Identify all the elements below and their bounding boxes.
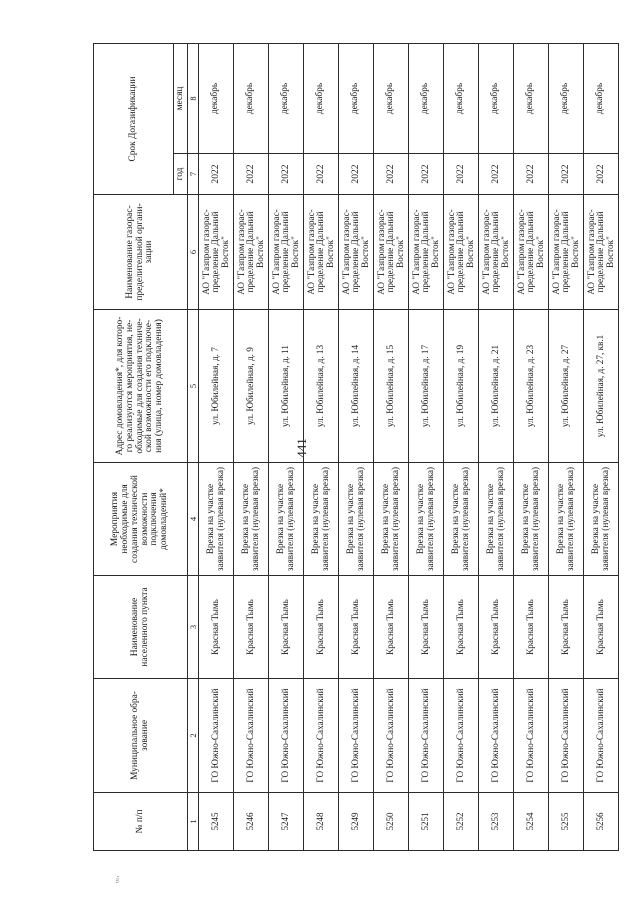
settlement-cell: Красная Тымь <box>479 576 514 679</box>
address-cell: ул. Юбилейная, д. 21 <box>479 310 514 463</box>
address-cell: ул. Юбилейная, д. 27 <box>549 310 584 463</box>
rotated-table-wrapper <box>93 44 615 851</box>
year-cell: 2022 <box>549 154 584 195</box>
month-cell: декабрь <box>549 44 584 154</box>
row-number: 5246 <box>234 793 269 851</box>
year-cell: 2022 <box>514 154 549 195</box>
row-number: 5256 <box>584 793 619 851</box>
column-number: 5 <box>188 310 199 463</box>
header-num: № п/п <box>94 793 188 851</box>
month-cell: декабрь <box>514 44 549 154</box>
activity-cell: Врезка на участке заявителя (нулевая врезка) <box>444 463 479 576</box>
organization-cell: АО "Газпром газорас-пределение Дальний Восток" <box>409 195 444 310</box>
month-cell: декабрь <box>269 44 304 154</box>
month-cell: декабрь <box>479 44 514 154</box>
header-activity: Мероприятия необходимые для создания технической возможности подключения домовладений* <box>94 463 188 576</box>
municipality-cell: ГО Южно-Сахалинский <box>234 679 269 793</box>
table-row <box>514 44 549 851</box>
header-month: месяц <box>174 44 188 154</box>
organization-cell: АО "Газпром газорас-пределение Дальний Восток" <box>374 195 409 310</box>
activity-cell: Врезка на участке заявителя (нулевая врезка) <box>479 463 514 576</box>
page-number: 441 <box>294 438 309 458</box>
row-number: 5249 <box>339 793 374 851</box>
activity-cell: Врезка на участке заявителя (нулевая врезка) <box>374 463 409 576</box>
table-row <box>444 44 479 851</box>
table-row <box>584 44 619 851</box>
header-deadline: Срок Догазификации <box>94 44 174 195</box>
settlement-cell: Красная Тымь <box>269 576 304 679</box>
month-cell: декабрь <box>409 44 444 154</box>
year-cell: 2022 <box>234 154 269 195</box>
header-row <box>94 44 174 851</box>
municipality-cell: ГО Южно-Сахалинский <box>269 679 304 793</box>
municipality-cell: ГО Южно-Сахалинский <box>479 679 514 793</box>
municipality-cell: ГО Южно-Сахалинский <box>444 679 479 793</box>
table-body <box>199 44 619 851</box>
municipality-cell: ГО Южно-Сахалинский <box>339 679 374 793</box>
month-cell: декабрь <box>584 44 619 154</box>
year-cell: 2022 <box>269 154 304 195</box>
row-number: 5251 <box>409 793 444 851</box>
organization-cell: АО "Газпром газорас-пределение Дальний Восток" <box>304 195 339 310</box>
organization-cell: АО "Газпром газорас-пределение Дальний Восток" <box>269 195 304 310</box>
address-cell: ул. Юбилейная, д. 19 <box>444 310 479 463</box>
month-cell: декабрь <box>234 44 269 154</box>
address-cell: ул. Юбилейная, д. 9 <box>234 310 269 463</box>
settlement-cell: Красная Тымь <box>409 576 444 679</box>
row-number: 5247 <box>269 793 304 851</box>
activity-cell: Врезка на участке заявителя (нулевая врезка) <box>409 463 444 576</box>
column-number: 8 <box>188 44 199 154</box>
organization-cell: АО "Газпром газорас-пределение Дальний Восток" <box>199 195 234 310</box>
row-number: 5255 <box>549 793 584 851</box>
settlement-cell: Красная Тымь <box>514 576 549 679</box>
year-cell: 2022 <box>479 154 514 195</box>
table-row <box>479 44 514 851</box>
settlement-cell: Красная Тымь <box>584 576 619 679</box>
settlement-cell: Красная Тымь <box>199 576 234 679</box>
activity-cell: Врезка на участке заявителя (нулевая врезка) <box>584 463 619 576</box>
header-address: Адрес домовладения*, для которо-го реализуются мероприятия, не-обходимые для создания техниче-ской возможности его подключе-ния (улица, номер домовладения) <box>94 310 188 463</box>
settlement-cell: Красная Тымь <box>339 576 374 679</box>
scan-speck: ᵗᵘ· <box>112 875 123 883</box>
address-cell: ул. Юбилейная, д. 14 <box>339 310 374 463</box>
column-number: 3 <box>188 576 199 679</box>
address-cell: ул. Юбилейная, д. 11 <box>269 310 304 463</box>
organization-cell: АО "Газпром газорас-пределение Дальний Восток" <box>444 195 479 310</box>
year-cell: 2022 <box>409 154 444 195</box>
activity-cell: Врезка на участке заявителя (нулевая врезка) <box>199 463 234 576</box>
year-cell: 2022 <box>339 154 374 195</box>
table-row <box>304 44 339 851</box>
column-number-row <box>188 44 199 851</box>
column-number: 4 <box>188 463 199 576</box>
year-cell: 2022 <box>444 154 479 195</box>
month-cell: декабрь <box>199 44 234 154</box>
row-number: 5250 <box>374 793 409 851</box>
organization-cell: АО "Газпром газорас-пределение Дальний Восток" <box>479 195 514 310</box>
address-cell: ул. Юбилейная, д. 7 <box>199 310 234 463</box>
organization-cell: АО "Газпром газорас-пределение Дальний Восток" <box>584 195 619 310</box>
table-row <box>339 44 374 851</box>
municipality-cell: ГО Южно-Сахалинский <box>549 679 584 793</box>
settlement-cell: Красная Тымь <box>444 576 479 679</box>
organization-cell: АО "Газпром газорас-пределение Дальний Восток" <box>514 195 549 310</box>
header-organization: Наименование газорас-пределительной органи-зации <box>94 195 188 310</box>
month-cell: декабрь <box>374 44 409 154</box>
organization-cell: АО "Газпром газорас-пределение Дальний Восток" <box>549 195 584 310</box>
month-cell: декабрь <box>339 44 374 154</box>
organization-cell: АО "Газпром газорас-пределение Дальний Восток" <box>234 195 269 310</box>
organization-cell: АО "Газпром газорас-пределение Дальний Восток" <box>339 195 374 310</box>
row-number: 5248 <box>304 793 339 851</box>
row-number: 5254 <box>514 793 549 851</box>
year-cell: 2022 <box>374 154 409 195</box>
activity-cell: Врезка на участке заявителя (нулевая врезка) <box>269 463 304 576</box>
header-settlement: Наименование населенного пункта <box>94 576 188 679</box>
settlement-cell: Красная Тымь <box>234 576 269 679</box>
row-number: 5245 <box>199 793 234 851</box>
municipality-cell: ГО Южно-Сахалинский <box>584 679 619 793</box>
header-municipality: Муниципальное обра-зование <box>94 679 188 793</box>
address-cell: ул. Юбилейная, д. 27, кв.1 <box>584 310 619 463</box>
row-number: 5253 <box>479 793 514 851</box>
year-cell: 2022 <box>584 154 619 195</box>
table-row <box>374 44 409 851</box>
header-year: год <box>174 154 188 195</box>
activity-cell: Врезка на участке заявителя (нулевая врезка) <box>339 463 374 576</box>
activity-cell: Врезка на участке заявителя (нулевая врезка) <box>234 463 269 576</box>
address-cell: ул. Юбилейная, д. 13 <box>304 310 339 463</box>
settlement-cell: Красная Тымь <box>549 576 584 679</box>
month-cell: декабрь <box>444 44 479 154</box>
activity-cell: Врезка на участке заявителя (нулевая врезка) <box>304 463 339 576</box>
municipality-cell: ГО Южно-Сахалинский <box>199 679 234 793</box>
column-number: 2 <box>188 679 199 793</box>
year-cell: 2022 <box>304 154 339 195</box>
table-row <box>409 44 444 851</box>
table-row <box>549 44 584 851</box>
address-cell: ул. Юбилейная, д. 17 <box>409 310 444 463</box>
activity-cell: Врезка на участке заявителя (нулевая врезка) <box>514 463 549 576</box>
table-row <box>269 44 304 851</box>
settlement-cell: Красная Тымь <box>374 576 409 679</box>
year-cell: 2022 <box>199 154 234 195</box>
gasification-table <box>93 43 619 851</box>
municipality-cell: ГО Южно-Сахалинский <box>304 679 339 793</box>
column-number: 1 <box>188 793 199 851</box>
municipality-cell: ГО Южно-Сахалинский <box>514 679 549 793</box>
table-row <box>199 44 234 851</box>
column-number: 7 <box>188 154 199 195</box>
address-cell: ул. Юбилейная, д. 23 <box>514 310 549 463</box>
month-cell: декабрь <box>304 44 339 154</box>
municipality-cell: ГО Южно-Сахалинский <box>374 679 409 793</box>
activity-cell: Врезка на участке заявителя (нулевая врезка) <box>549 463 584 576</box>
municipality-cell: ГО Южно-Сахалинский <box>409 679 444 793</box>
row-number: 5252 <box>444 793 479 851</box>
settlement-cell: Красная Тымь <box>304 576 339 679</box>
address-cell: ул. Юбилейная, д. 15 <box>374 310 409 463</box>
table-row <box>234 44 269 851</box>
column-number: 6 <box>188 195 199 310</box>
